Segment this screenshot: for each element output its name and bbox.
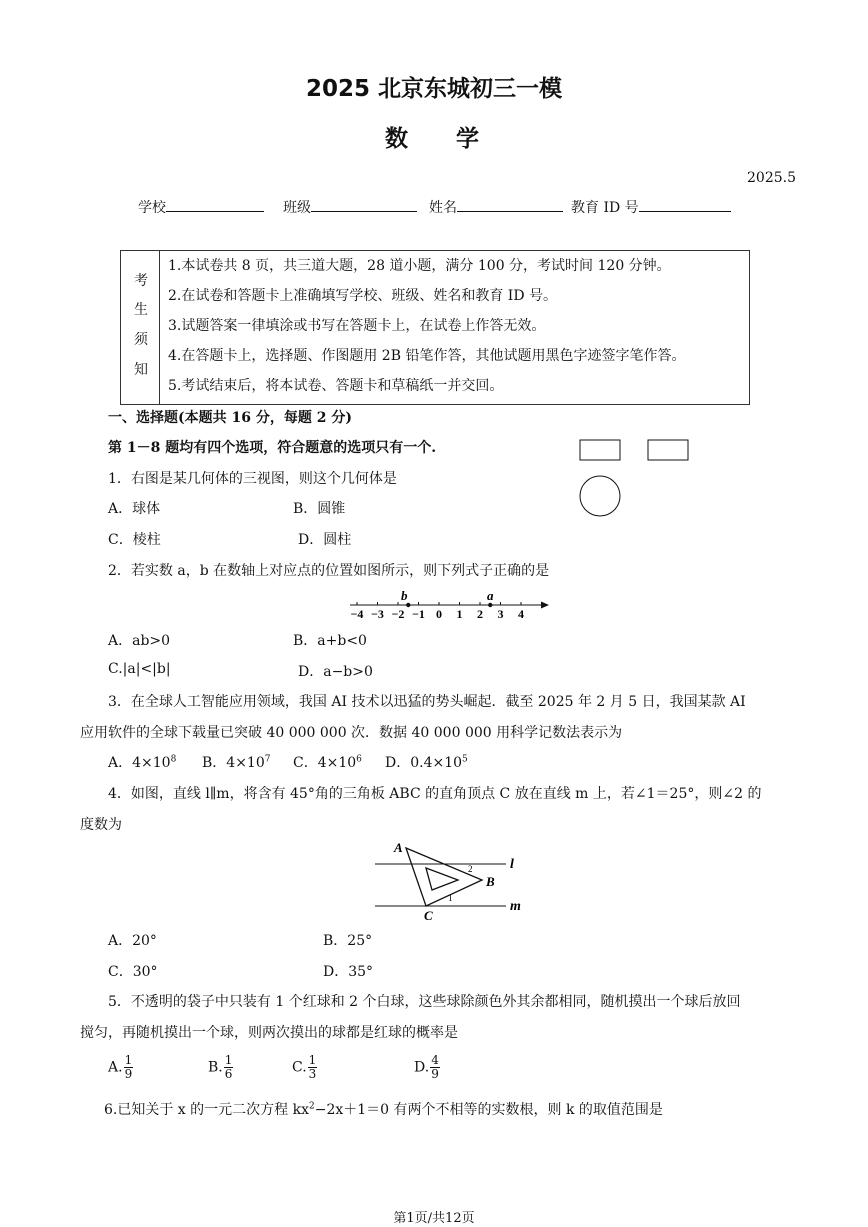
q3-option-b — [202, 752, 270, 772]
fraction — [308, 1054, 318, 1081]
school-label: 学校 — [138, 200, 166, 216]
q3-option-exp: 7 — [264, 754, 271, 765]
axis-tick-label: 0 — [436, 607, 442, 621]
q6-stem — [104, 1099, 663, 1119]
numerator: 4 — [431, 1053, 439, 1067]
q1-option-c: C．棱柱 — [108, 532, 161, 548]
point-a-label: a — [487, 588, 494, 603]
q5-option-b — [208, 1054, 233, 1081]
q1-option-a: A．球体 — [108, 501, 161, 517]
angle-1-label: 1 — [448, 893, 453, 903]
section-instruction: 第 1－8 题均有四个选项，符合题意的选项只有一个. — [108, 440, 437, 456]
q3-option-letter: C． — [293, 755, 318, 771]
q6-stem-part1: 6.已知关于 x 的一元二次方程 kx — [104, 1102, 309, 1118]
notice-item: 2.在试卷和答题卡上准确填写学校、班级、姓名和教育 ID 号。 — [168, 288, 558, 304]
edu-id-blank[interactable] — [639, 197, 731, 212]
q2-option-a: A．ab>0 — [108, 633, 171, 649]
q5-option-c — [292, 1054, 317, 1081]
name-blank[interactable] — [457, 197, 563, 212]
edu-id-field[interactable] — [571, 197, 731, 217]
class-field[interactable] — [283, 197, 417, 217]
q5-option-letter: D. — [414, 1059, 430, 1076]
q3-option-exp: 8 — [170, 754, 177, 765]
numerator: 1 — [308, 1053, 317, 1067]
label-b: B — [486, 874, 495, 889]
q4-stem-line2: 度数为 — [80, 817, 122, 833]
q4-triangle-figure — [370, 838, 540, 923]
notice-side-char: 生 — [134, 302, 148, 318]
q4-option-a: A．20° — [108, 933, 157, 949]
q2-stem: 2．若实数 a，b 在数轴上对应点的位置如图所示，则下列式子正确的是 — [108, 563, 550, 579]
q3-option-letter: A． — [108, 755, 133, 771]
fraction — [430, 1054, 440, 1081]
name-field[interactable] — [429, 197, 563, 217]
q4-stem-line1: 4．如图，直线 l∥m，将含有 45°角的三角板 ABC 的直角顶点 C 放在直线 m 上，若∠1＝25°，则∠2 的 — [108, 786, 762, 802]
exam-notice-box — [120, 250, 750, 405]
q3-option-c — [293, 752, 362, 772]
label-m: m — [510, 899, 521, 914]
numerator: 1 — [124, 1053, 133, 1067]
fraction — [124, 1054, 134, 1081]
q3-option-letter: B． — [202, 755, 227, 771]
label-a: A — [394, 840, 403, 855]
q6-stem-exponent: 2 — [308, 1101, 315, 1112]
q3-option-base: 4×10 — [132, 755, 171, 771]
q3-option-exp: 5 — [462, 754, 468, 765]
numerator: 1 — [224, 1053, 233, 1067]
denominator: 9 — [124, 1067, 133, 1081]
q3-option-letter: D． — [385, 755, 411, 771]
notice-side-char: 须 — [134, 332, 148, 348]
axis-tick-label: 3 — [497, 607, 504, 621]
axis-tick-label: 2 — [477, 607, 483, 621]
triangle-inner-cutout — [426, 868, 458, 890]
notice-side-char: 考 — [134, 273, 148, 289]
section-heading: 一、选择题(本题共 16 分，每题 2 分) — [108, 410, 352, 426]
triangle-abc — [406, 848, 482, 906]
exam-date: 2025.5 — [747, 170, 796, 186]
school-field[interactable] — [138, 197, 264, 217]
denominator: 6 — [224, 1067, 233, 1081]
label-c: C — [424, 908, 433, 923]
point-b-label: b — [401, 588, 408, 603]
q2-option-b: B．a+b<0 — [293, 633, 367, 649]
q5-stem-line1: 5．不透明的袋子中只装有 1 个红球和 2 个白球，这些球除颜色外其余都相同，随机摸出一个球后放回 — [108, 994, 741, 1010]
side-view-rect — [648, 440, 688, 460]
q3-option-d — [385, 752, 468, 772]
notice-item: 5.考试结束后，将本试卷、答题卡和草稿纸一并交回。 — [168, 378, 504, 394]
q3-option-base: 4×10 — [317, 755, 357, 771]
axis-tick-label: −1 — [412, 607, 425, 621]
point-a — [488, 603, 492, 607]
axis-tick-label: 4 — [518, 607, 524, 621]
point-b — [406, 603, 410, 607]
notice-item: 1.本试卷共 8 页，共三道大题，28 道小题，满分 100 分，考试时间 120 分钟。 — [168, 258, 671, 274]
q1-option-d: D．圆柱 — [298, 532, 352, 548]
q5-option-letter: C. — [292, 1059, 307, 1076]
notice-side-char: 知 — [134, 362, 148, 378]
q3-option-exp: 6 — [356, 754, 362, 765]
q5-stem-line2: 搅匀，再随机摸出一个球，则两次摸出的球都是红球的概率是 — [80, 1025, 458, 1041]
q1-three-view-figure — [570, 432, 700, 522]
q4-option-d: D．35° — [323, 964, 374, 980]
q3-option-base: 0.4×10 — [410, 755, 463, 771]
axis-arrow — [541, 602, 549, 609]
q1-option-b: B．圆锥 — [293, 501, 346, 517]
q3-stem-line1: 3．在全球人工智能应用领域，我国 AI 技术以迅猛的势头崛起．截至 2025 年 2 月 5 日，我国某款 AI — [108, 694, 746, 710]
front-view-rect — [580, 440, 620, 460]
q4-option-b: B．25° — [323, 933, 373, 949]
label-l: l — [510, 857, 514, 872]
q5-option-a — [108, 1054, 133, 1081]
q5-option-d — [414, 1054, 440, 1081]
notice-side-label — [121, 251, 160, 404]
q3-option-a — [108, 752, 176, 772]
fraction — [224, 1054, 234, 1081]
q1-stem: 1．右图是某几何体的三视图，则这个几何体是 — [108, 471, 397, 487]
q5-option-letter: B. — [208, 1059, 223, 1076]
school-blank[interactable] — [166, 197, 264, 212]
class-label: 班级 — [283, 200, 311, 216]
name-label: 姓名 — [429, 200, 457, 216]
axis-tick-label: −4 — [350, 607, 364, 621]
axis-tick-label: 1 — [456, 607, 463, 621]
q2-option-d: D．a−b>0 — [298, 664, 373, 680]
denominator: 9 — [431, 1067, 439, 1081]
notice-item: 3.试题答案一律填涂或书写在答题卡上，在试卷上作答无效。 — [168, 318, 546, 334]
q4-option-c: C．30° — [108, 964, 158, 980]
subject-title: 数学 — [385, 126, 527, 152]
denominator: 3 — [308, 1067, 317, 1081]
axis-tick-label: −3 — [371, 607, 384, 621]
q2-option-c: C.|a|<|b| — [108, 661, 171, 677]
page-title: 2025 北京东城初三一模 — [305, 76, 563, 102]
q6-stem-part2: −2x＋1＝0 有两个不相等的实数根，则 k 的取值范围是 — [314, 1102, 663, 1118]
q3-option-base: 4×10 — [226, 755, 265, 771]
notice-item: 4.在答题卡上，选择题、作图题用 2B 铅笔作答，其他试题用黑色字迹签字笔作答。 — [168, 348, 686, 364]
edu-id-label: 教育 ID 号 — [571, 200, 639, 216]
q5-option-letter: A. — [108, 1059, 123, 1076]
angle-2-label: 2 — [468, 864, 473, 874]
class-blank[interactable] — [311, 197, 417, 212]
top-view-circle — [580, 476, 620, 516]
axis-tick-label: −2 — [391, 607, 405, 621]
page-footer: 第1页/共12页 — [393, 1211, 475, 1226]
q3-stem-line2: 应用软件的全球下载量已突破 40 000 000 次．数据 40 000 000 用科学记数法表示为 — [80, 725, 623, 741]
q2-number-line — [345, 588, 555, 624]
